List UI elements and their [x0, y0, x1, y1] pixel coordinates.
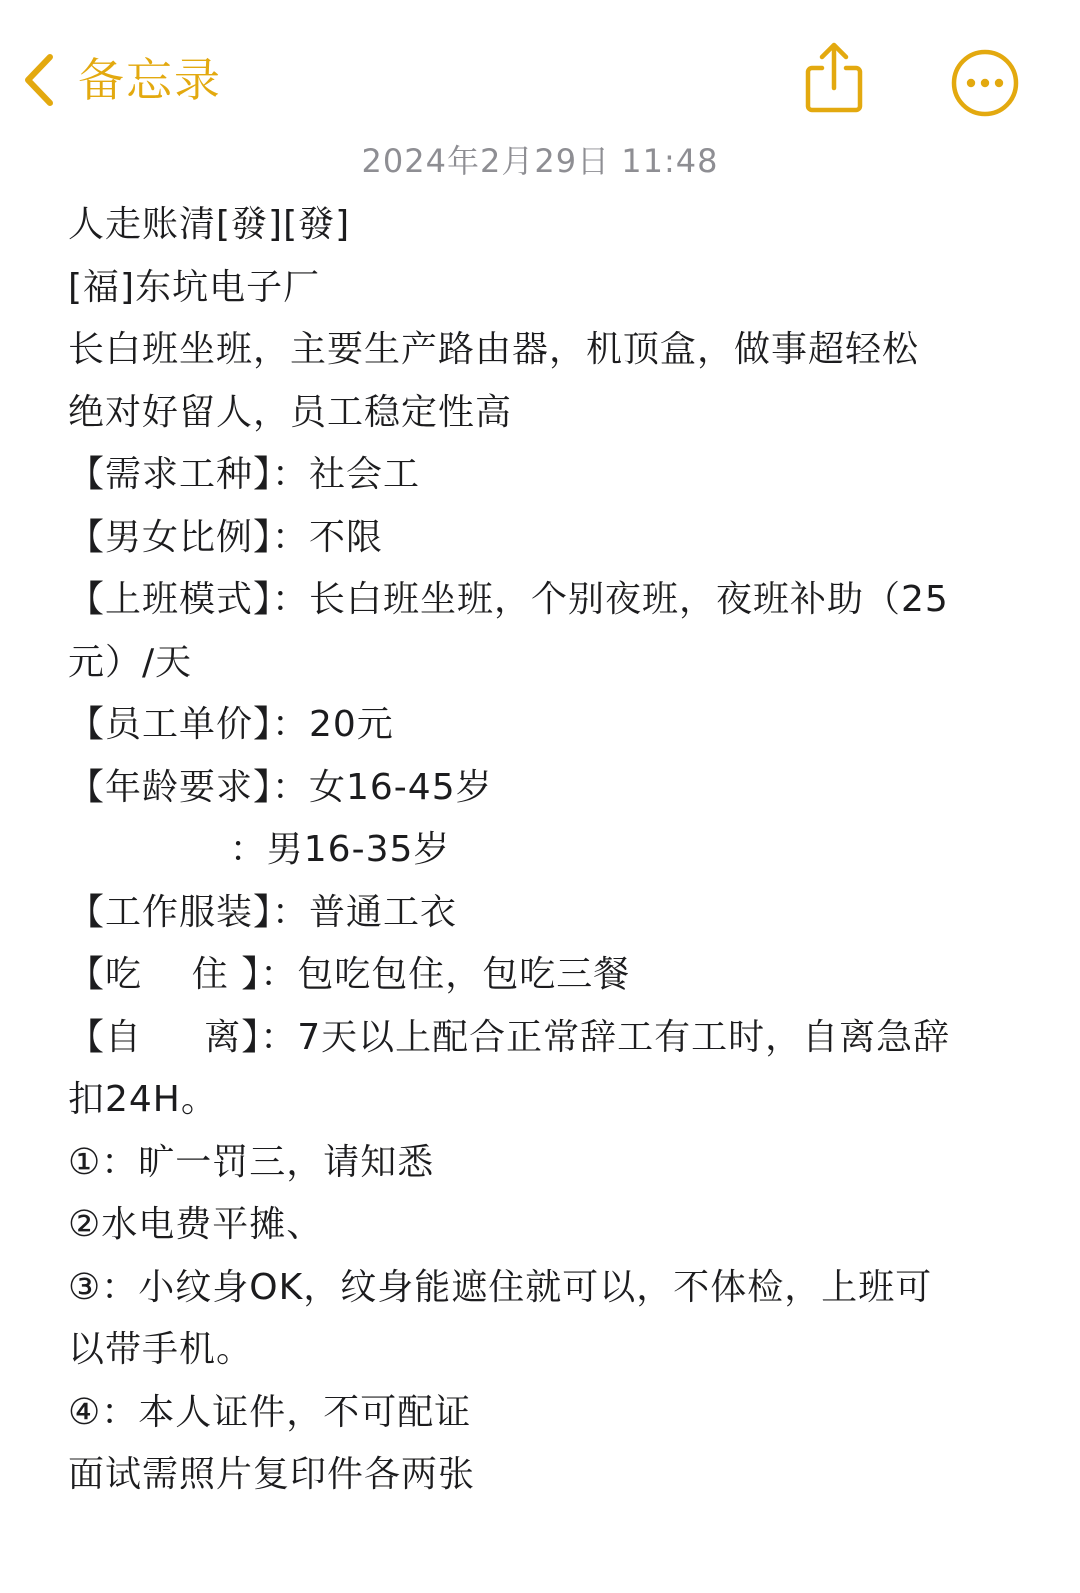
- note-line: 【男女比例】：不限: [68, 516, 384, 558]
- note-line: 元）/天: [68, 641, 193, 683]
- note-body[interactable]: [68, 194, 1008, 1507]
- back-button[interactable]: [22, 48, 222, 112]
- note-line: 面试需照片复印件各两张: [68, 1454, 476, 1495]
- note-line: 【上班模式】：长白班坐班，个别夜班，夜班补助（25: [68, 579, 949, 620]
- note-line: ③：小纹身OK，纹身能遮住就可以，不体检，上班可: [68, 1266, 933, 1308]
- note-line: 【吃 住 】：包吃包住，包吃三餐: [68, 954, 631, 995]
- note-line: 扣24H。: [68, 1079, 218, 1120]
- note-timestamp: 2024年2月29日 11:48: [361, 142, 719, 180]
- note-line: ：男16-35岁: [68, 829, 451, 870]
- share-icon: [802, 40, 866, 116]
- share-button[interactable]: [802, 40, 866, 116]
- note-line: 绝对好留人，员工稳定性高: [68, 391, 513, 433]
- note-line: ④：本人证件，不可配证: [68, 1391, 472, 1433]
- back-label: 备忘录: [78, 53, 222, 107]
- note-line: 【需求工种】：社会工: [68, 454, 421, 495]
- note-line: ①：旷一罚三，请知悉: [68, 1141, 435, 1183]
- note-line: 人走账清[發][發]: [68, 204, 351, 245]
- note-line: 【工作服装】：普通工衣: [68, 891, 458, 933]
- note-line: 【员工单价】：20元: [68, 704, 394, 745]
- note-line: [福]东坑电子厂: [68, 266, 321, 308]
- more-button[interactable]: [950, 48, 1020, 118]
- note-line: 以带手机。: [68, 1329, 254, 1370]
- ellipsis-circle-icon: [950, 48, 1020, 118]
- note-line: ②水电费平摊、: [68, 1204, 324, 1245]
- navigation-bar: [0, 0, 1080, 130]
- note-line: 长白班坐班，主要生产路由器，机顶盒，做事超轻松: [68, 329, 920, 370]
- note-line: 【自 离】：7天以上配合正常辞工有工时，自离急辞: [68, 1016, 951, 1058]
- chevron-left-icon: [22, 52, 56, 108]
- note-line: 【年龄要求】：女16-45岁: [68, 766, 493, 808]
